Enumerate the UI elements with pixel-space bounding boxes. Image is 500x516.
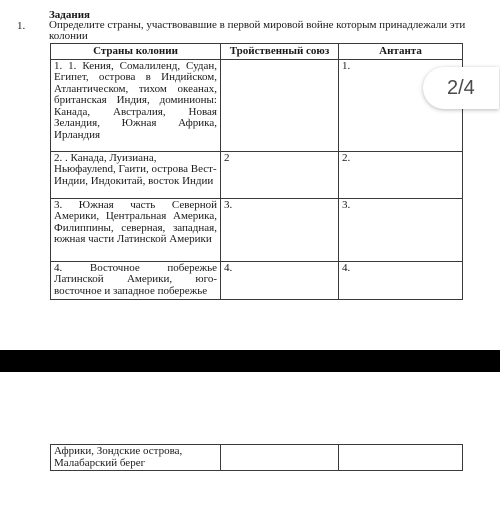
triple-alliance-cell: 3. bbox=[221, 198, 339, 261]
column-header-colonies: Страны колонии bbox=[51, 44, 221, 60]
page-separator bbox=[0, 350, 500, 372]
column-header-entente: Антанта bbox=[339, 44, 463, 60]
colonies-table-continuation bbox=[50, 444, 463, 471]
table-row bbox=[51, 198, 463, 261]
colonies-table bbox=[50, 43, 463, 300]
table-row bbox=[51, 59, 463, 151]
page-indicator-badge: 2/4 bbox=[423, 67, 499, 109]
task-heading: Задания bbox=[49, 9, 90, 21]
task-text: Определите страны, участвовавшие в первой мировой войне которым принадлежали эти колонии bbox=[49, 19, 466, 42]
entente-cell bbox=[339, 445, 463, 471]
triple-alliance-cell: 2 bbox=[221, 151, 339, 198]
entente-cell: 1. bbox=[339, 59, 463, 151]
table-header-row bbox=[51, 44, 463, 60]
column-header-triple-alliance: Тройственный союз bbox=[221, 44, 339, 60]
triple-alliance-cell bbox=[221, 59, 339, 151]
colonies-cell: 3. Южная часть Северной Америки, Центральная Америка, Филиппины, северная, западная, южная части Латинской Америки bbox=[51, 198, 221, 261]
entente-cell: 4. bbox=[339, 261, 463, 299]
table-row bbox=[51, 151, 463, 198]
triple-alliance-cell: 4. bbox=[221, 261, 339, 299]
colonies-cell: 2. . Канада, Луизиана, Ньюфаулend, Гаити, острова Вест-Индии, Индокитай, восток Индии bbox=[51, 151, 221, 198]
entente-cell: 2. bbox=[339, 151, 463, 198]
colonies-cell: 4. Восточное побережье Латинской Америки, юго-восточное и западное побережье bbox=[51, 261, 221, 299]
colonies-cell: Африки, Зондские острова, Малабарский берег bbox=[51, 445, 221, 471]
table-row bbox=[51, 445, 463, 471]
entente-cell: 3. bbox=[339, 198, 463, 261]
task-number: 1. bbox=[17, 20, 26, 32]
table-row bbox=[51, 261, 463, 299]
colonies-cell: 1. 1. Кения, Сомалиленд, Судан, Египет, острова в Индийском, Атлантическом, тихом океанах, британская Индия, доминионы: Канада, Австралия, Новая Зеландия, Южная Африка, Ирландия bbox=[51, 59, 221, 151]
triple-alliance-cell bbox=[221, 445, 339, 471]
